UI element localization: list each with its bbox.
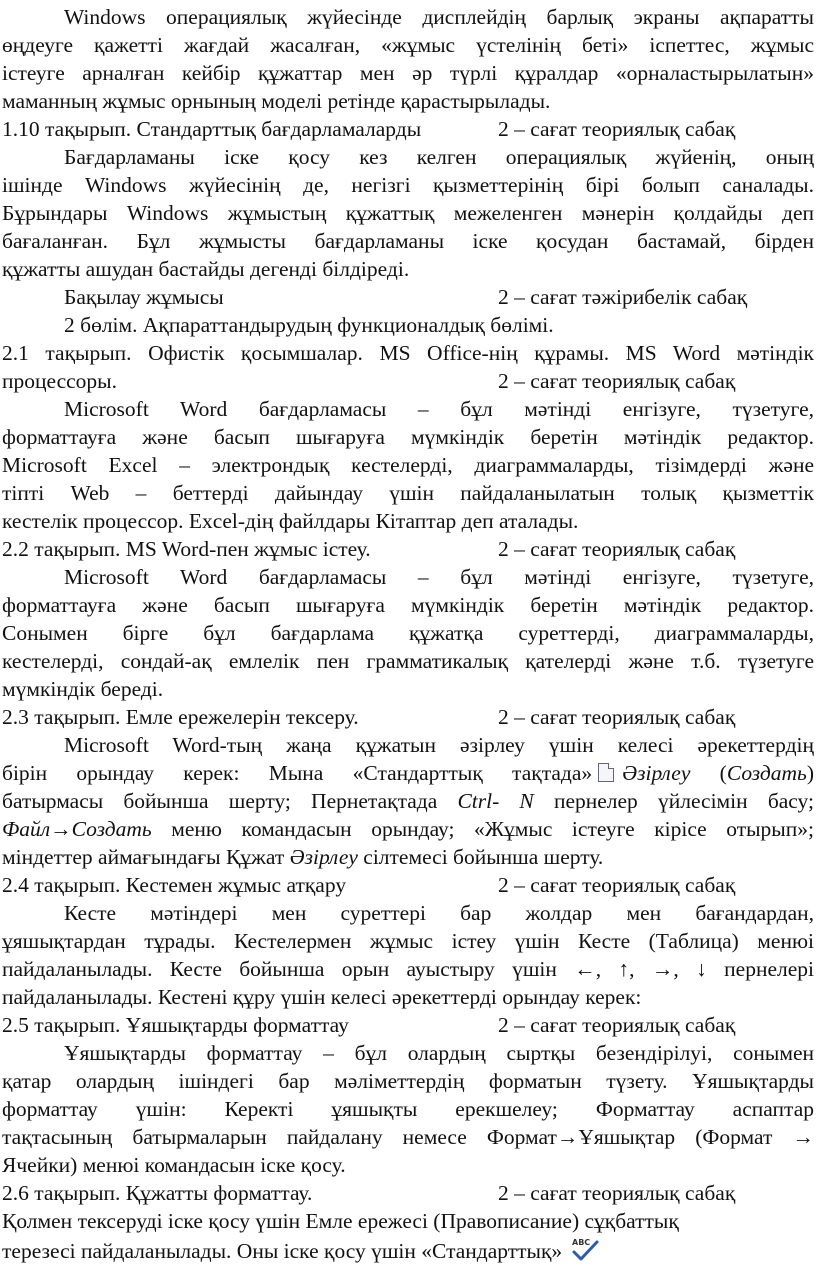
text-run: меню командасын орындау; «Жұмыс істеуге кірісе отырып»; (151, 817, 814, 841)
part-heading: 2 бөлім. Ақпараттандырудың функционалдық бөлімі. (64, 313, 554, 337)
new-document-icon (598, 763, 614, 782)
text-run: бірін орындау керек: Мына «Стандарттық тақтада» (2, 761, 593, 785)
text-run: ( (690, 761, 727, 785)
paragraph-line: Microsoft Word бағдарламасы – бұл мәтінді енгізуге, түзетуге, (64, 397, 814, 421)
paragraph-line: Microsoft Word бағдарламасы – бұл мәтінді енгізуге, түзетуге, (64, 565, 814, 589)
topic-heading (2, 704, 814, 730)
topic-heading (2, 1180, 814, 1206)
paragraph-line: қатар олардың ішіндегі бар мәліметтердің форматын түзету. Ұяшықтарды (2, 1069, 814, 1093)
topic-hours: 2 – сағат теориялық сабақ (498, 537, 736, 561)
paragraph-line: тіпті Web – беттерді дайындау үшін пайдаланылатын толық қызметтік (2, 481, 814, 505)
text-run: пернелер үйлесімін басу; (533, 789, 814, 813)
paragraph-line: істеуге арналған кейбір құжаттар мен әр түрлі құралдар «орналастырылатын» (2, 61, 814, 85)
paragraph-line (2, 816, 814, 842)
topic-heading (2, 116, 814, 142)
paragraph-line: Ячейки) менюі командасын іске қосу. (2, 1153, 346, 1177)
topic-hours: 2 – сағат теориялық сабақ (498, 873, 736, 897)
paragraph-line: мүмкіндік береді. (2, 677, 164, 701)
control-work-hours: 2 – сағат тәжірибелік сабақ (498, 285, 748, 309)
shortcut-text: Ctrl- N (457, 789, 534, 813)
paragraph-line: Бағдарламаны іске қосу кез келген операциялық жүйенің, оның (64, 145, 814, 169)
paragraph-line: Қолмен тексеруді іске қосу үшін Емле ережесі (Правописание) сұқбаттық (2, 1209, 679, 1233)
svg-text:ABC: ABC (572, 1238, 591, 1247)
spelling-check-icon (570, 1236, 600, 1262)
paragraph-line: пайдаланылады. Кесте бойынша орын ауыстыру үшін ←, ↑, →, ↓ пернелері (2, 957, 814, 981)
paragraph-line (2, 760, 814, 786)
topic-heading (2, 1012, 814, 1038)
paragraph-line: Microsoft Word-тың жаңа құжатын әзірлеу үшін келесі әрекеттердің (64, 733, 814, 757)
text-run: міндеттер аймағындағы Құжат (2, 845, 290, 869)
paragraph-line: форматтауға және басып шығаруға мүмкіндік беретін мәтіндік редактор. (2, 425, 814, 449)
topic-heading (2, 368, 814, 394)
topic-hours: 2 – сағат теориялық сабақ (498, 117, 736, 141)
topic-title: 2.2 тақырып. MS Word-пен жұмыс істеу. (2, 537, 371, 561)
topic-hours: 2 – сағат теориялық сабақ (498, 369, 736, 393)
paragraph-line: Windows операциялық жүйесінде дисплейдің барлық экраны ақпаратты (64, 5, 814, 29)
paragraph-line: пайдаланылады. Кестені құру үшін келесі әрекеттерді орындау керек: (2, 985, 642, 1009)
topic-title: 1.10 тақырып. Стандарттық бағдарламаларды (2, 117, 422, 141)
topic-title: 2.6 тақырып. Құжатты форматтау. (2, 1181, 313, 1205)
text-run-italic: Әзірлеу (622, 761, 691, 785)
paragraph-line (2, 1236, 814, 1264)
text-run: батырмасы бойынша шерту; Пернетақтада (2, 789, 458, 813)
paragraph-line: кестелік процессор. Excel-дің файлдары Кітаптар деп аталады. (2, 509, 579, 533)
paragraph-line: Бұрындары Windows жұмыстың құжаттық межеленген мәнерін қолдайды деп (2, 201, 814, 225)
text-run-italic: Әзірлеу (289, 845, 358, 869)
topic-heading (2, 872, 814, 898)
paragraph-line: маманның жұмыс орнының моделі ретінде қарастырылады. (2, 89, 551, 113)
paragraph-line: форматтауға және басып шығаруға мүмкіндік беретін мәтіндік редактор. (2, 593, 814, 617)
topic-title: 2.3 тақырып. Емле ережелерін тексеру. (2, 705, 359, 729)
paragraph-line: құжатты ашудан бастайды дегенді білдіреді. (2, 257, 410, 281)
paragraph-line: Microsoft Excel – электрондық кестелерді, диаграммаларды, тізімдерді және (2, 453, 814, 477)
menu-path-text: Файл→Создать (2, 817, 152, 841)
paragraph-line: Сонымен бірге бұл бағдарлама құжатқа суреттерді, диаграммаларды, (2, 621, 814, 645)
paragraph-line: Кесте мәтіндері мен суреттері бар жолдар мен бағандардан, (64, 901, 814, 925)
text-run-italic: Создать (726, 761, 807, 785)
paragraph-line: өңдеуге қажетті жағдай жасалған, «жұмыс үстелінің беті» іспеттес, жұмыс (2, 33, 814, 57)
control-work-title: Бақылау жұмысы (64, 285, 224, 309)
paragraph-line: Ұяшықтарды форматтау – бұл олардың сыртқы безендірілуі, сонымен (64, 1041, 814, 1065)
text-run: ) (806, 761, 814, 785)
paragraph-line: бағаланған. Бұл жұмысты бағдарламаны іске қосудан бастамай, бірден (2, 229, 814, 253)
paragraph-line: ішінде Windows жүйесінің де, негізгі қызметтерінің бірі болып саналады. (2, 173, 814, 197)
paragraph-line (2, 788, 814, 814)
topic-title: 2.5 тақырып. Ұяшықтарды форматтау (2, 1013, 349, 1037)
paragraph-line (2, 844, 814, 870)
paragraph-line: кестелерді, сондай-ақ емлелік пен грамматикалық қателерді және т.б. түзетуге (2, 649, 814, 673)
paragraph-line: форматтау үшін: Керекті ұяшықты ерекшелеу; Форматтау аспаптар (2, 1097, 814, 1121)
topic-hours: 2 – сағат теориялық сабақ (498, 1013, 736, 1037)
text-run: сілтемесі бойынша шерту. (357, 845, 604, 869)
topic-title: 2.4 тақырып. Кестемен жұмыс атқару (2, 873, 347, 897)
paragraph-line: ұяшықтардан тұрады. Кестелермен жұмыс істеу үшін Кесте (Таблица) менюі (2, 929, 814, 953)
topic-heading (2, 536, 814, 562)
topic-hours: 2 – сағат теориялық сабақ (498, 1181, 736, 1205)
paragraph-line: тақтасының батырмаларын пайдалану немесе Формат→Ұяшықтар (Формат → (2, 1125, 814, 1149)
topic-hours: 2 – сағат теориялық сабақ (498, 705, 736, 729)
topic-heading: 2.1 тақырып. Офистік қосымшалар. MS Office-нің құрамы. MS Word мәтіндік (2, 341, 814, 365)
topic-title: процессоры. (2, 369, 117, 393)
text-run: терезесі пайдаланылады. Оны іске қосу үшін «Стандарттық» (2, 1239, 563, 1263)
